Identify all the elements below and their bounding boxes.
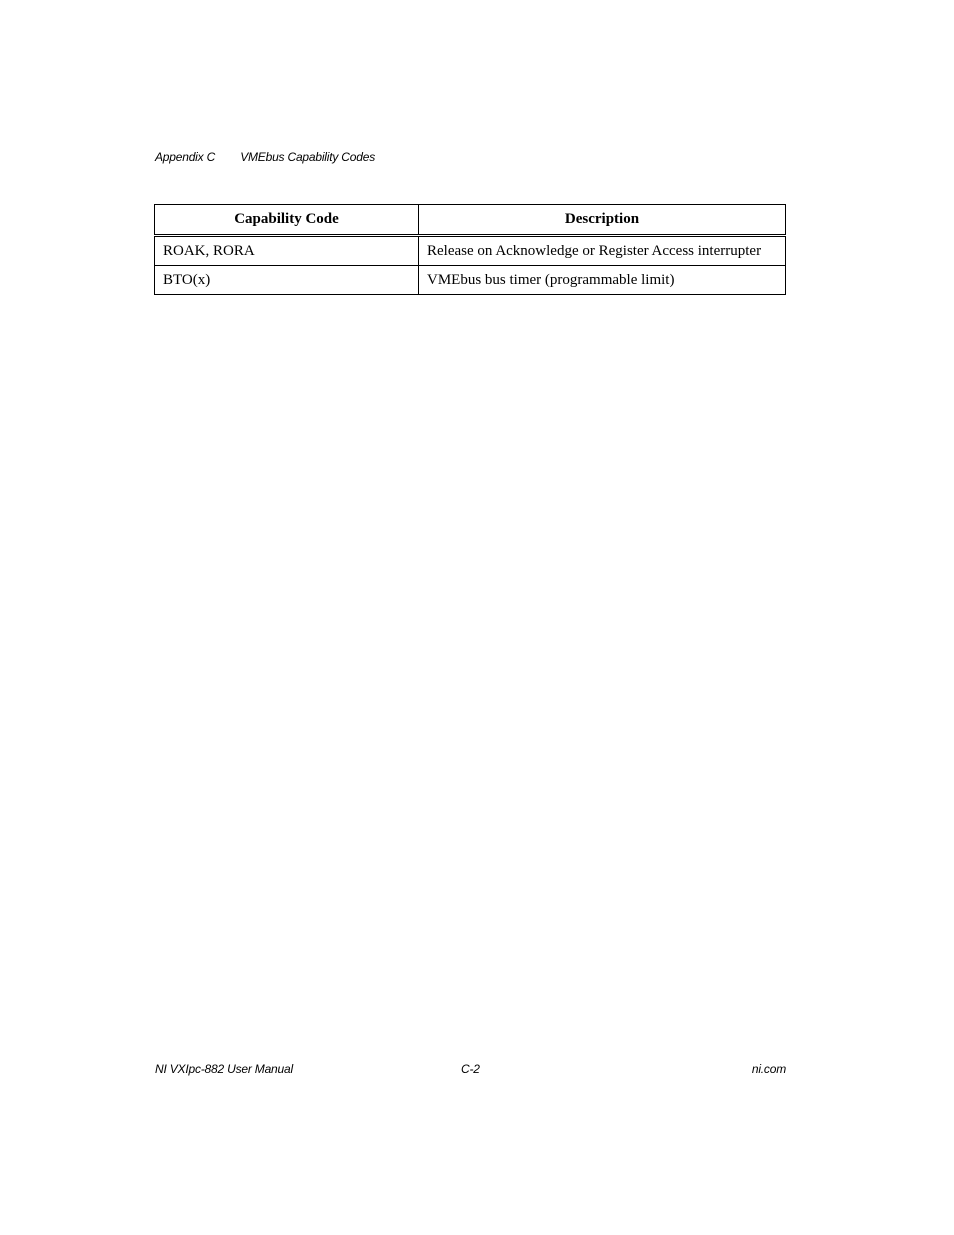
footer-manual-title: NI VXIpc-882 User Manual xyxy=(155,1062,293,1076)
cell-capability-code: ROAK, RORA xyxy=(155,236,419,266)
column-header-capability-code: Capability Code xyxy=(155,205,419,236)
cell-capability-code: BTO(x) xyxy=(155,266,419,295)
column-header-description: Description xyxy=(419,205,786,236)
section-title: VMEbus Capability Codes xyxy=(240,150,375,164)
cell-description: Release on Acknowledge or Register Access interrupter xyxy=(419,236,786,266)
table-row xyxy=(155,266,786,295)
footer-page-number: C-2 xyxy=(461,1062,480,1076)
footer-website: ni.com xyxy=(751,1062,786,1076)
appendix-label: Appendix C xyxy=(155,150,216,164)
running-header xyxy=(155,150,375,164)
table-row xyxy=(155,236,786,266)
table-header-row xyxy=(155,205,786,236)
cell-description: VMEbus bus timer (programmable limit) xyxy=(419,266,786,295)
capability-codes-table xyxy=(154,204,786,295)
